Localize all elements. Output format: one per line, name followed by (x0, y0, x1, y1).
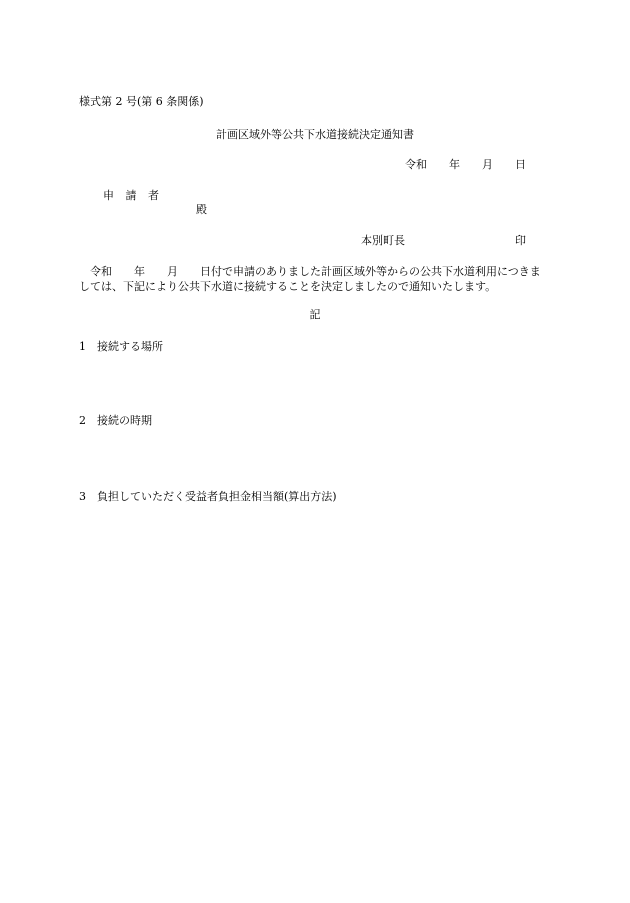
item-label: 接続する場所 (97, 340, 163, 353)
body-era: 令和 (90, 265, 112, 278)
item-label: 接続の時期 (97, 414, 152, 427)
item-label: 負担していただく受益者負担金相当額(算出方法) (97, 490, 337, 503)
date-day: 日 (515, 158, 526, 171)
date-month: 月 (482, 158, 493, 171)
applicant-honorific: 殿 (196, 203, 207, 216)
body-year: 年 (134, 265, 145, 278)
item-number: 2 (79, 414, 86, 427)
item-connection-time (79, 414, 152, 428)
body-paragraph (79, 264, 551, 294)
issuer-name: 本別町長 (361, 234, 405, 247)
form-label: 様式第 2 号(第 6 条関係) (79, 95, 204, 108)
applicant-label: 申 請 者 (103, 189, 163, 202)
body-text: 日付で申請のありました計画区域外等からの公共下水道利用につきましては、下記により公共下水道に接続することを決定しましたので通知いたします。 (79, 265, 541, 293)
document-title: 計画区域外等公共下水道接続決定通知書 (216, 128, 414, 141)
issuer-line (361, 234, 526, 248)
item-connection-place (79, 340, 163, 354)
ki-heading: 記 (309, 308, 321, 321)
date-era: 令和 (405, 158, 427, 171)
date-line (405, 158, 526, 172)
date-year: 年 (449, 158, 460, 171)
item-number: 1 (79, 340, 86, 353)
item-number: 3 (79, 490, 86, 503)
item-beneficiary-charge (79, 490, 337, 504)
body-month: 月 (167, 265, 178, 278)
seal-mark: 印 (515, 234, 526, 247)
